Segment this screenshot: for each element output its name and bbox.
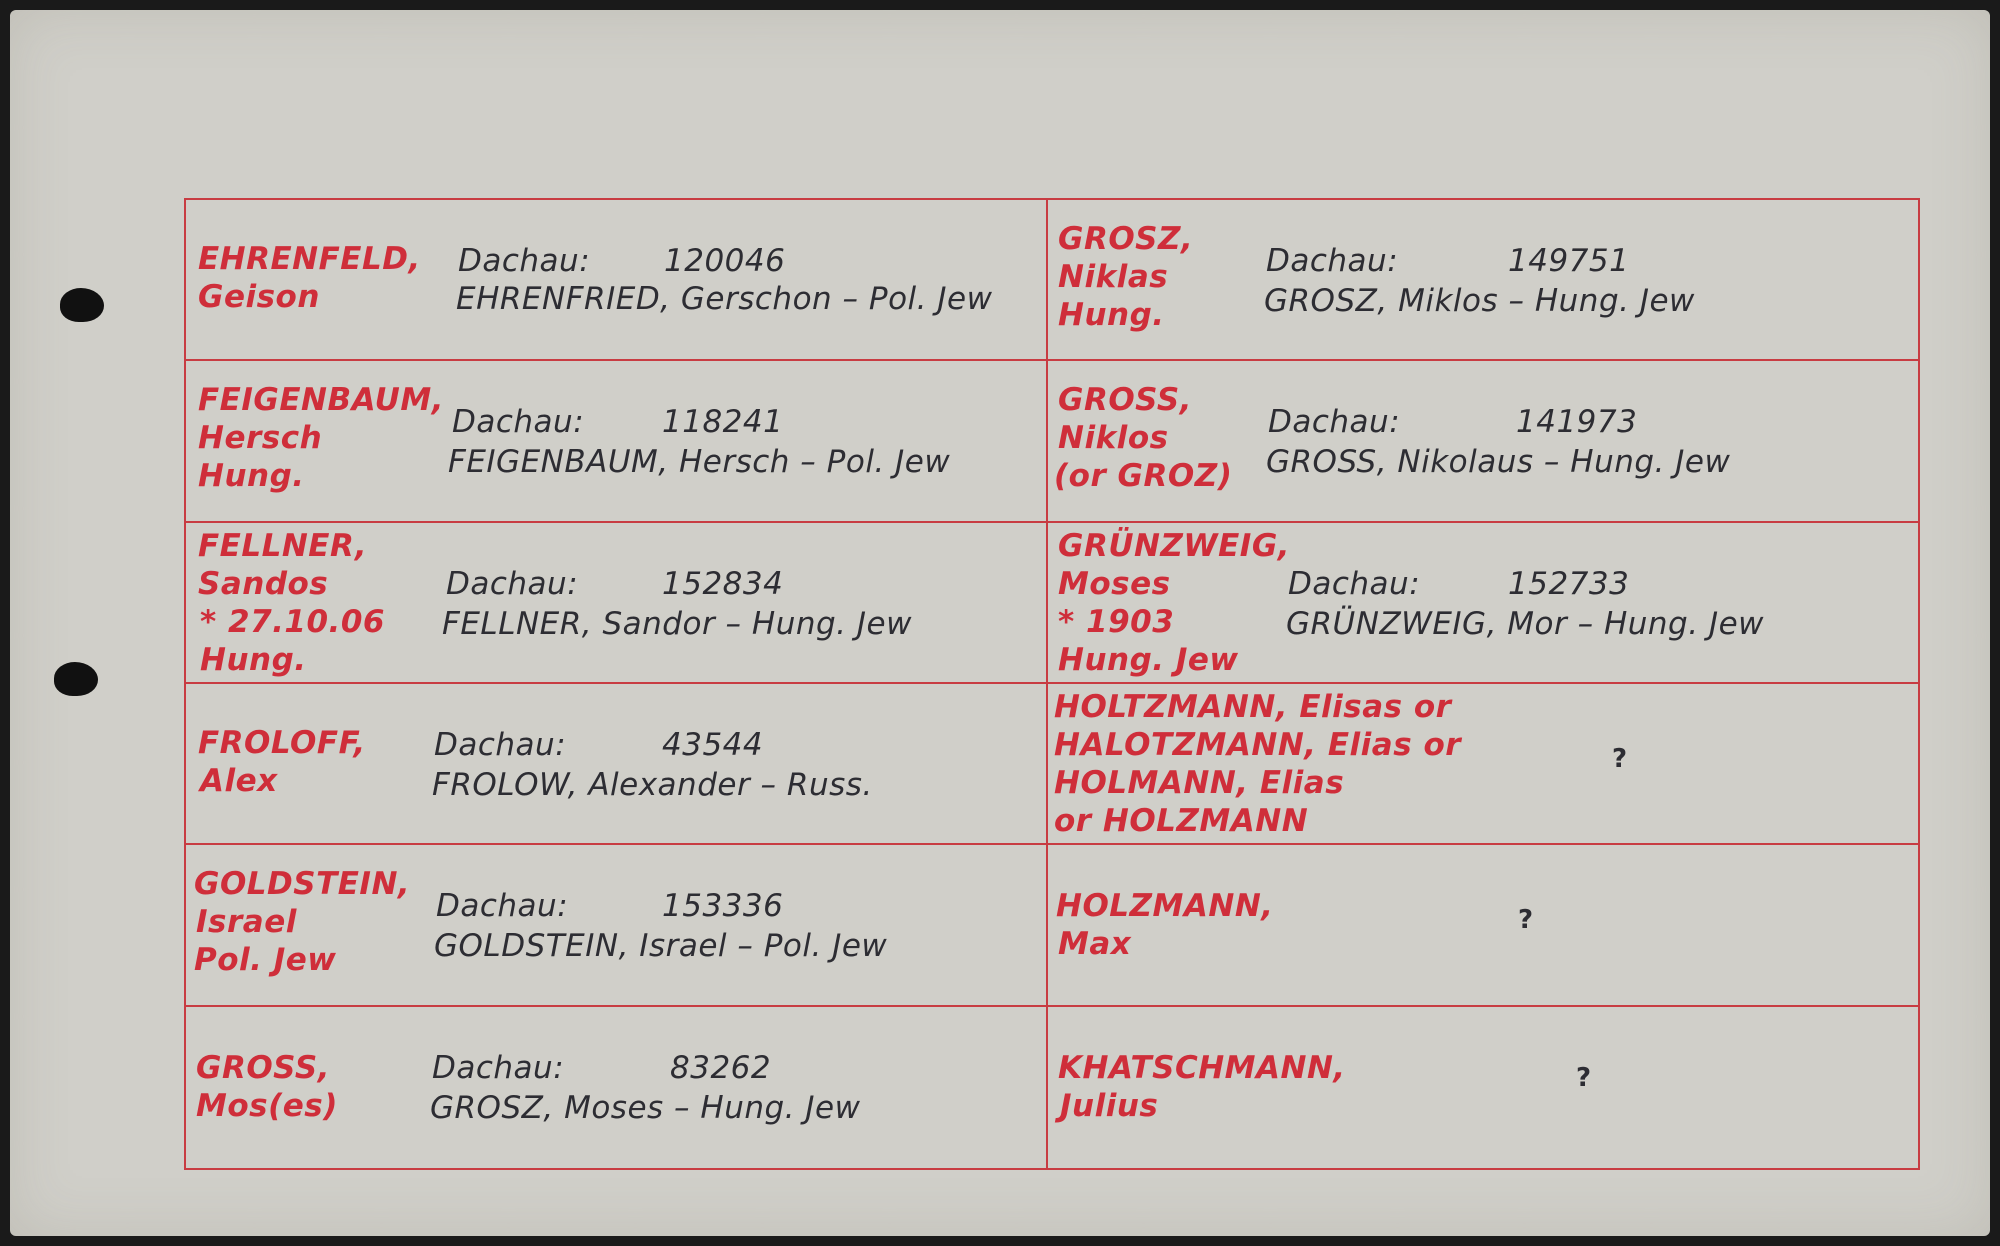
name-line: FROLOFF, [198,724,366,761]
prisoner-number: 83262 [670,1049,772,1086]
camp-record: EHRENFRIED, Gerschon – Pol. Jew [456,281,993,317]
camp-record: GROSZ, Moses – Hung. Jew [430,1089,861,1126]
name-line: Hung. [198,458,305,495]
prisoner-number: 43544 [662,726,764,763]
record-cell [1048,523,1918,684]
name-line: Mos(es) [196,1087,338,1124]
index-card [10,10,1990,1236]
prisoner-number: 152834 [662,565,784,602]
punch-hole [60,288,104,322]
prisoner-number: 149751 [1508,243,1630,279]
name-line: FEIGENBAUM, [198,382,444,419]
record-grid [184,198,1920,1170]
record-cell [1048,200,1918,361]
name-line: Max [1058,926,1132,963]
name-line: HALOTZMANN, Elias or [1054,726,1462,763]
name-line: Hung. Jew [1058,641,1239,678]
name-line: Hersch [198,420,323,457]
record-cell [186,361,1048,522]
name-line: GROSZ, [1058,221,1194,257]
name-line: GROSS, [196,1049,330,1086]
query-mark: ? [1576,1062,1592,1093]
camp-label: Dachau: [434,726,567,763]
record-cell [1048,361,1918,522]
name-line: HOLMANN, Elias [1054,764,1345,801]
name-line: FELLNER, [198,527,368,564]
camp-label: Dachau: [1266,243,1399,279]
query-mark: ? [1612,743,1628,774]
name-line: HOLTZMANN, Elisas or [1054,688,1452,725]
camp-label: Dachau: [432,1049,565,1086]
record-cell [186,1007,1048,1168]
punch-hole [54,662,98,696]
camp-record: GROSS, Nikolaus – Hung. Jew [1266,444,1731,481]
name-line: Niklas [1058,259,1169,295]
camp-label: Dachau: [458,243,591,279]
camp-record: FEIGENBAUM, Hersch – Pol. Jew [448,444,951,481]
camp-record: GRÜNZWEIG, Mor – Hung. Jew [1286,605,1765,642]
camp-record: FELLNER, Sandor – Hung. Jew [442,605,912,642]
prisoner-number: 141973 [1516,404,1638,441]
name-line: Hung. [200,641,307,678]
query-mark: ? [1518,905,1534,936]
camp-label: Dachau: [1268,404,1401,441]
camp-label: Dachau: [446,565,579,602]
record-cell [1048,684,1918,845]
name-line: Pol. Jew [194,942,337,979]
camp-record: FROLOW, Alexander – Russ. [432,766,873,803]
record-cell [1048,1007,1918,1168]
record-cell [186,684,1048,845]
name-line: Niklos [1058,420,1169,457]
name-line: Hung. [1058,297,1165,333]
name-line: Alex [200,762,278,799]
camp-record: GOLDSTEIN, Israel – Pol. Jew [434,928,888,965]
name-line: EHRENFELD, [198,241,421,277]
prisoner-number: 120046 [664,243,786,279]
name-line: KHATSCHMANN, [1058,1049,1346,1086]
birth-date: * 1903 [1058,603,1175,640]
prisoner-number: 118241 [662,404,784,441]
name-line: GROSS, [1058,382,1192,419]
name-line: Moses [1058,565,1171,602]
name-line: GRÜNZWEIG, [1058,527,1291,564]
name-line: GOLDSTEIN, [194,866,411,903]
camp-record: GROSZ, Miklos – Hung. Jew [1264,283,1695,319]
record-cell [1048,845,1918,1006]
name-line: Sandos [198,565,329,602]
camp-label: Dachau: [452,404,585,441]
camp-label: Dachau: [1288,565,1421,602]
name-line: Geison [198,279,320,315]
name-line: Israel [196,904,297,941]
name-line: Julius [1060,1087,1159,1124]
prisoner-number: 153336 [662,888,784,925]
name-line: (or GROZ) [1054,458,1233,495]
prisoner-number: 152733 [1508,565,1630,602]
record-cell [186,523,1048,684]
birth-date: * 27.10.06 [200,603,385,640]
name-line: or HOLZMANN [1054,802,1309,839]
name-line: HOLZMANN, [1056,888,1274,925]
record-cell [186,845,1048,1006]
camp-label: Dachau: [436,888,569,925]
record-cell [186,200,1048,361]
